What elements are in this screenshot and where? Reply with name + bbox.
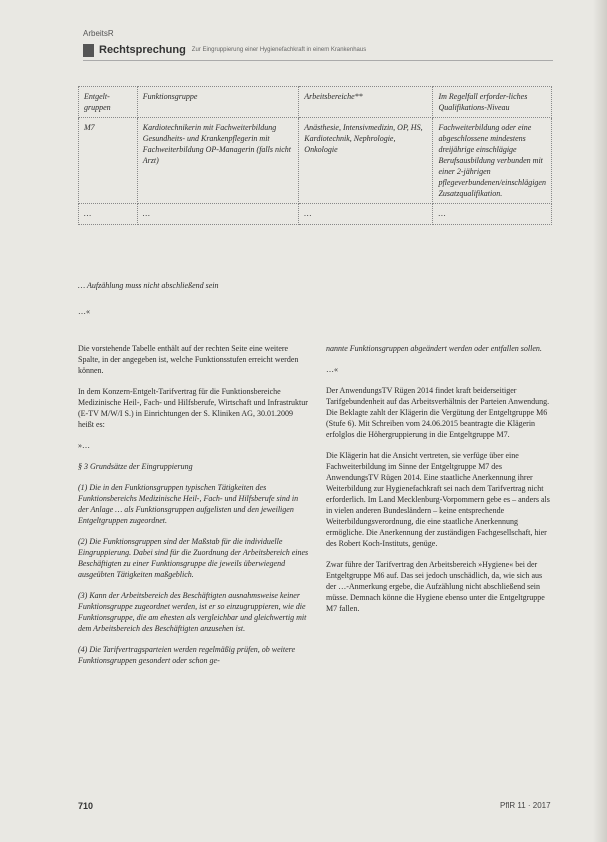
paragraph: Zwar führe der Tarifvertrag den Arbeitsbereich »Hygiene« bei der Entgeltgruppe M6 auf. Das sei jedoch unschädlich, da, wie sich aus der …-Anmerkung ergebe, die Aufzählung nicht abschließend sein müsse. Demnach könne die Hygiene ebenso unter die Entgeltgruppe M7 fallen. [326,560,545,613]
section-label: ArbeitsR [83,29,114,38]
classification-table [78,86,552,225]
paragraph: nannte Funktionsgruppen abgeändert werden oder entfallen sollen. [326,344,542,353]
header-marker [83,44,94,57]
table-cell: … [137,204,299,225]
table-cell: … [299,204,433,225]
table-header-cell: Im Regelfall erforder-liches Qualifikations-Niveau [433,87,552,118]
paragraph: (3) Kann der Arbeitsbereich des Beschäftigten ausnahmsweise keiner Funktionsgruppe zugeordnet werden, ist er so einzugruppieren, wie die Funktionsgruppe, die am ehesten als vergleichbar und gleichwertig mit dem Arbeitsbereich des Beschäftigten anzusehen ist. [78,591,307,633]
right-column [326,343,554,624]
paragraph: Die Klägerin hat die Ansicht vertreten, sie verfüge über eine Fachweiterbildung im Sinne der Entgeltgruppe M7 des AnwendungsTV Rügen 2014. Eine staatliche Anerkennung ihrer Weiterbildung zur Hygienefachkraft sei nach dem Tarifvertrag nicht erforderlich. Im Land Mecklenburg-Vorpommern gebe es – anders als in vielen anderen Bundesländern – keine entsprechende Weiterbildungsverordnung, die eine staatliche Anerkennung ermögliche. Die Anerkennung der zuständigen Fachgesellschaft, hier des Robert Koch-Instituts, genüge. [326,451,550,548]
left-column [78,343,310,676]
header-subtitle: Zur Eingruppierung einer Hygienefachkraft in einem Krankenhaus [191,47,367,53]
table-cell: Fachweiterbildung oder eine abgeschlossene mindestens dreijährige einschlägige Berufsausbildung verbunden mit einer 2-jährigen pflegeverbundenen/einschlägigen Zusatzqualifikation. [433,118,552,204]
journal-reference: PflR 11 · 2017 [500,801,551,810]
paragraph: (4) Die Tarifvertragsparteien werden regelmäßig prüfen, ob weitere Funktionsgruppen gesondert oder schon ge- [78,645,296,665]
paragraph: (1) Die in den Funktionsgruppen typischen Tätigkeiten des Funktionsbereichs Medizinische Heil-, Fach- und Hilfsberufe sind in der Anlage … als Funktionsgruppen aufgelisten und den jeweiligen Entgeltgruppen zugeordnet. [78,483,299,525]
header-divider [83,60,553,61]
table-header-row [79,87,552,118]
section-heading: § 3 Grundsätze der Eingruppierung [78,462,193,471]
quote-end: …« [78,307,90,316]
table-cell: Kardiotechnikerin mit Fachweiterbildung Gesundheits- und Krankenpflegerin mit Fachweiterbildung OP-Managerin (falls nicht Arzt) [137,118,299,204]
paragraph: In dem Konzern-Entgelt-Tarifvertrag für die Funktionsbereiche Medizinische Heil-, Fach- und Hilfsberufe, Wirtschaft und Infrastruktur (E-TV M/W/I S.) in Einrichtungen der S. Kliniken AG, 30.01.2009 heißt es: [78,387,308,429]
paragraph: Der AnwendungsTV Rügen 2014 findet kraft beiderseitiger Tarifgebundenheit auf das Arbeitsverhältnis der Parteien Anwendung. Die Beklagte zahlt der Klägerin die Vergütung der Entgeltgruppe M6 (Stufe 6). Mit Schreiben vom 24.06.2015 beantragte die Klägerin erfolglos die Höhergruppierung in die Entgeltgruppe M7. [326,386,550,439]
table-header-cell: Arbeitsbereiche** [299,87,433,118]
page-edge-shadow [593,0,607,842]
table-cell: Anästhesie, Intensivmedizin, OP, HS, Kardiotechnik, Nephrologie, Onkologie [299,118,433,204]
page-header [83,43,366,57]
page-number: 710 [78,801,94,811]
paragraph: (2) Die Funktionsgruppen sind der Maßstab für die individuelle Eingruppierung. Dabei sind für die Zuordnung der Arbeitsbereich eines Beschäftigten zu einer Funktionsgruppe die jeweils überwiegend ausgeübten Tätigkeiten maßgeblich. [78,537,309,579]
header-title: Rechtsprechung [99,44,186,56]
table-header-cell: Entgelt-gruppen [79,87,138,118]
table-cell: … [433,204,552,225]
table-row [79,118,552,204]
table-row [79,204,552,225]
paragraph: Die vorstehende Tabelle enthält auf der rechten Seite eine weitere Spalte, in der angegeben ist, welche Funktionsstufen erreicht werden können. [78,344,299,375]
paragraph: »… [78,441,90,450]
table-cell: M7 [79,118,138,204]
table-cell: … [79,204,138,225]
table-header-cell: Funktionsgruppe [137,87,299,118]
table-footnote: … Aufzählung muss nicht abschließend sein [78,281,219,290]
paragraph: …« [326,365,338,374]
